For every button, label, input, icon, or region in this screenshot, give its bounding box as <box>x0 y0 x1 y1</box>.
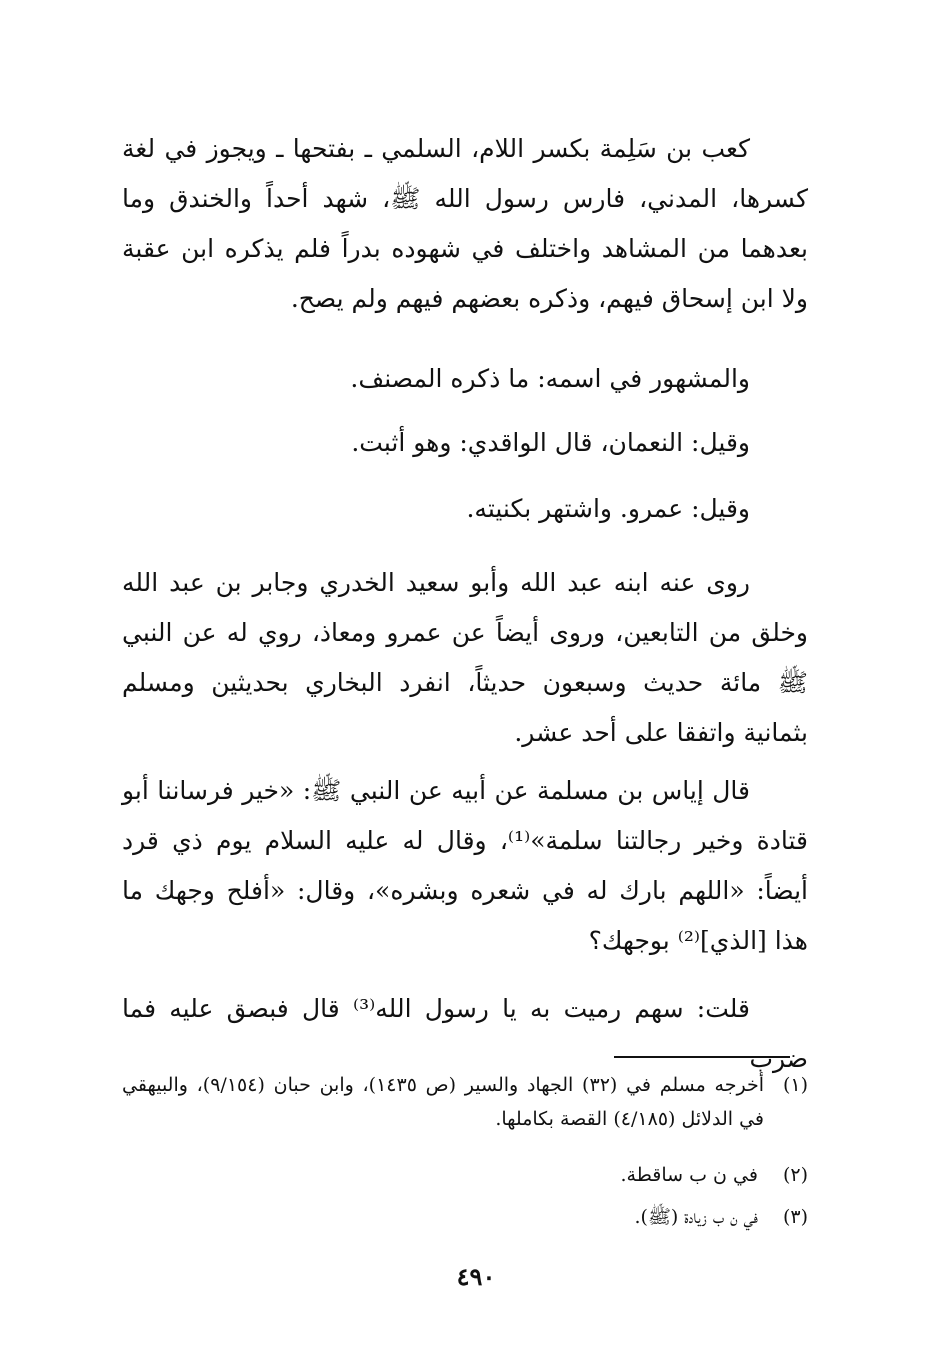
footnote-number: (٣) <box>782 1206 808 1228</box>
paragraph-2: والمشهور في اسمه: ما ذكره المصنف. <box>350 364 750 393</box>
paragraph-7: قلت: سهم رميت به يا رسول الله⁽³⁾ قال فبصق عليه فما ضرب <box>122 994 808 1073</box>
paragraph-5: روى عنه ابنه عبد الله وأبو سعيد الخدري وجابر بن عبد الله وخلق من التابعين، وروى أيضاً عن عمرو ومعاذ، روي له عن النبي ﷺ مائة حديث وسبعون حديثاً، انفرد البخاري بحديثين ومسلم بثمانية واتفقا على أحد عشر. <box>122 568 808 747</box>
footnote-text: في ن ب ساقطة. <box>620 1164 758 1186</box>
footnote-2 <box>122 1158 808 1192</box>
footnote-3 <box>122 1200 808 1234</box>
footnote-text: في ن ب زيادة (ﷺ). <box>634 1206 758 1228</box>
footnote-divider <box>614 1056 790 1058</box>
footnote-1 <box>122 1068 808 1136</box>
page-number: ٤٩٠ <box>456 1262 496 1291</box>
paragraph-4: وقيل: عمرو. واشتهر بكنيته. <box>466 494 750 523</box>
paragraph-1: كعب بن سَلِمة بكسر اللام، السلمي ـ بفتحها ـ ويجوز في لغة كسرها، المدني، فارس رسول الله ﷺ، شهد أحداً والخندق وما بعدهما من المشاهد واختلف في شهوده بدراً فلم يذكره ابن عقبة ولا ابن إسحاق فيهم، وذكره بعضهم فيهم ولم يصح. <box>122 134 808 313</box>
footnote-number: (١) <box>782 1074 808 1096</box>
footnote-number: (٢) <box>782 1164 808 1186</box>
paragraph-3: وقيل: النعمان، قال الواقدي: وهو أثبت. <box>351 428 750 457</box>
paragraph-6: قال إياس بن مسلمة عن أبيه عن النبي ﷺ: «خير فرساننا أبو قتادة وخير رجالتنا سلمة»⁽¹⁾، وقال له عليه السلام يوم ذي قرد أيضاً: «اللهم بارك له في شعره وبشره»، وقال: «أفلح وجهك ما هذا [الذي]⁽²⁾ بوجهك؟ <box>122 776 809 955</box>
footnote-text: أخرجه مسلم في (٣٢) الجهاد والسير (ص ١٤٣٥)، وابن حبان (٩/١٥٤)، والبيهقي في الدلائل (٤/١٨٥) القصة بكاملها. <box>122 1074 764 1130</box>
